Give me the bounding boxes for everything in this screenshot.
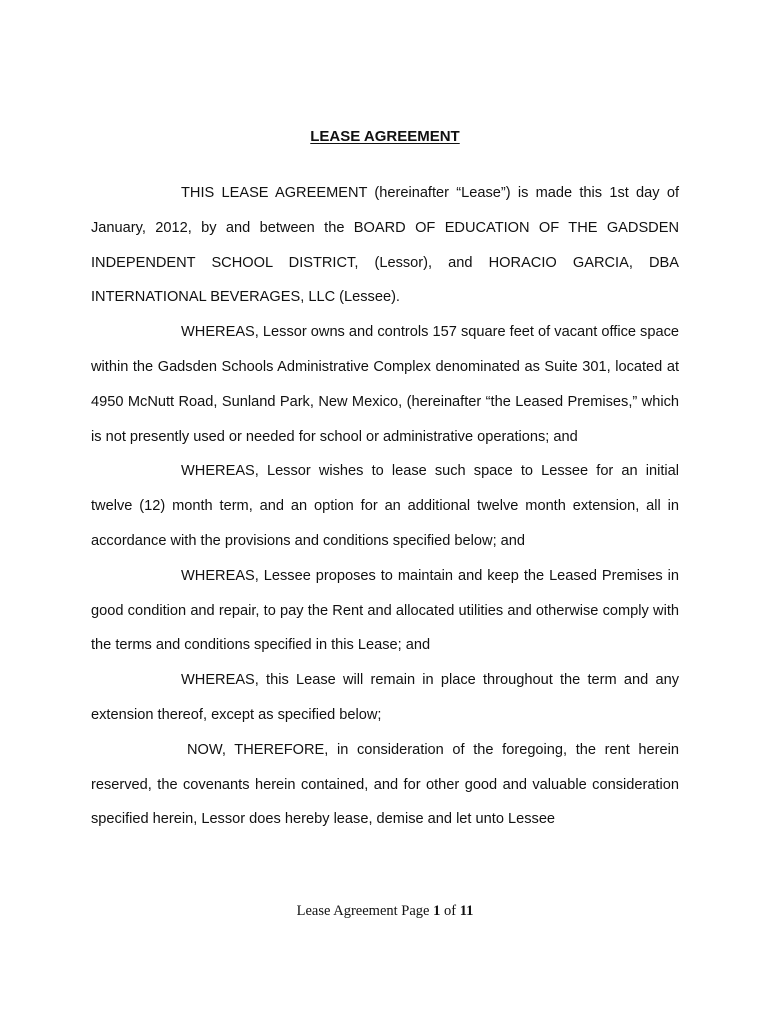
paragraph-whereas-term: WHEREAS, this Lease will remain in place throughout the term and any extension thereof, except as specified below; bbox=[91, 672, 679, 723]
paragraph-whereas-maintenance: WHEREAS, Lessee proposes to maintain and keep the Leased Premises in good condition and repair, to pay the Rent and allocated utilities and otherwise comply with the terms and conditions specified in this Lease; and bbox=[91, 567, 679, 654]
document-title: LEASE AGREEMENT bbox=[310, 128, 460, 145]
footer-separator: of bbox=[443, 903, 457, 919]
paragraph-whereas-ownership: WHEREAS, Lessor owns and controls 157 square feet of vacant office space within the Gadsden Schools Administrative Complex denominated as Suite 301, located at 4950 McNutt Road, Sunland Park, New Mexico, (hereinafter “the Leased Premises,” which is not presently used or needed for school or administrative operations; and bbox=[91, 324, 679, 445]
paragraph-now-therefore: NOW, THEREFORE, in consideration of the foregoing, the rent herein reserved, the covenants herein contained, and for other good and valuable consideration specified herein, Lessor does hereby lease, demise and let unto Lessee bbox=[91, 741, 679, 828]
document-body bbox=[91, 176, 679, 837]
footer-label: Lease Agreement Page bbox=[296, 903, 430, 919]
footer-total-pages: 11 bbox=[459, 903, 474, 919]
paragraph-preamble: THIS LEASE AGREEMENT (hereinafter “Lease”) is made this 1st day of January, 2012, by and between the BOARD OF EDUCATION OF THE GADSDEN INDEPENDENT SCHOOL DISTRICT, (Lessor), and HORACIO GARCIA, DBA INTERNATIONAL BEVERAGES, LLC (Lessee). bbox=[91, 185, 679, 306]
footer-current-page: 1 bbox=[433, 903, 441, 919]
page-footer bbox=[0, 901, 770, 921]
paragraph-whereas-lease-intent: WHEREAS, Lessor wishes to lease such space to Lessee for an initial twelve (12) month term, and an option for an additional twelve month extension, all in accordance with the provisions and conditions specified below; and bbox=[91, 463, 679, 549]
